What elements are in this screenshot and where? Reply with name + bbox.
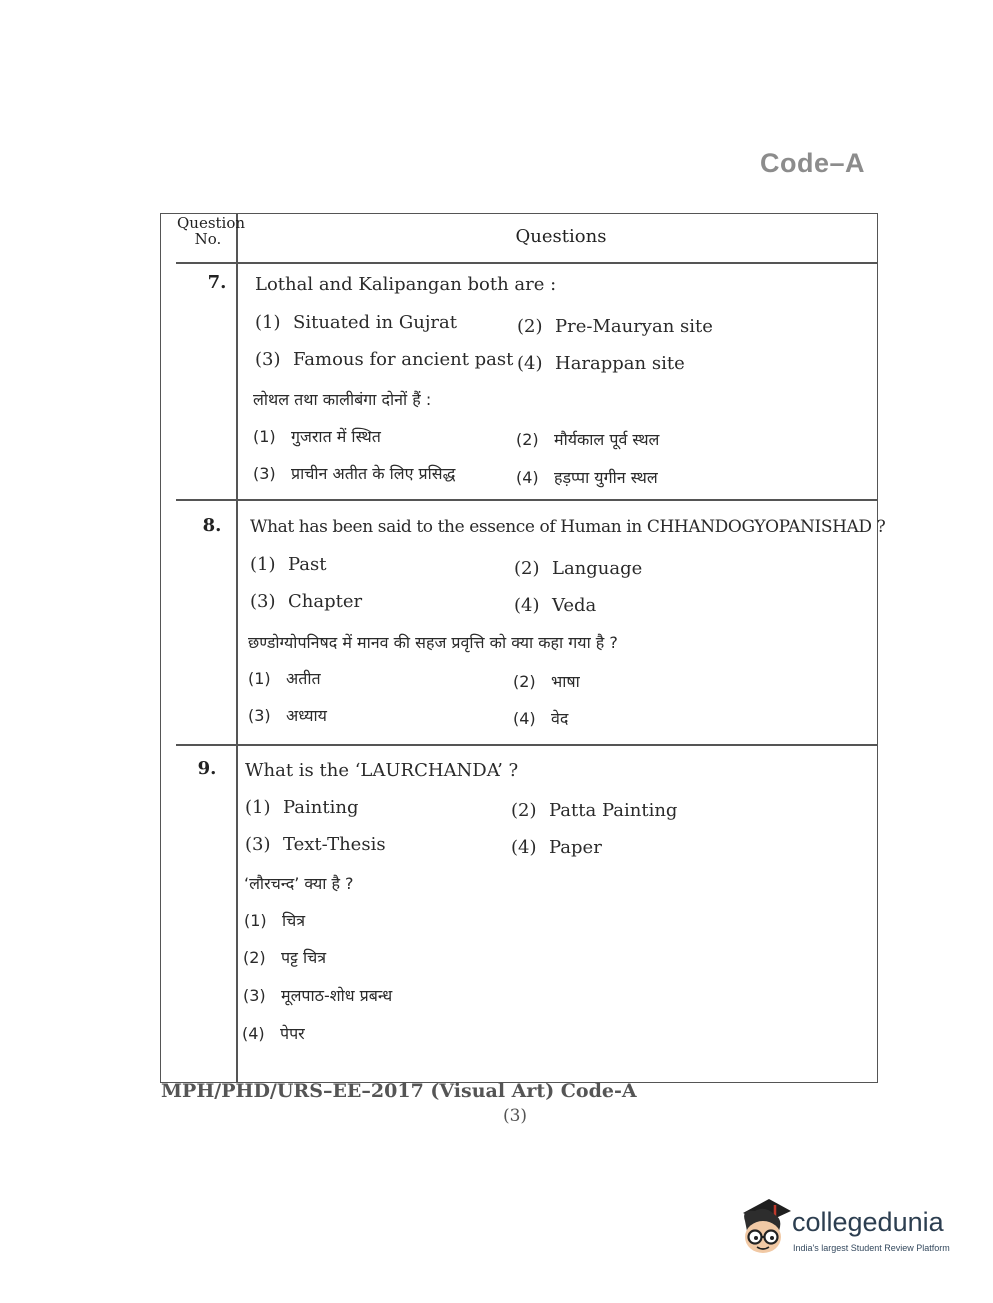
question-number: 7.: [207, 272, 227, 293]
column-header-line1: Question: [177, 214, 246, 232]
option-hi: [516, 428, 659, 450]
option-en: [245, 797, 359, 818]
column-header-questions: Questions: [515, 226, 607, 247]
option-text: Veda: [552, 595, 597, 616]
option-en: [511, 837, 602, 858]
option-text: चित्र: [282, 911, 306, 930]
option-number: (1): [255, 312, 281, 333]
option-number: (3): [253, 464, 276, 483]
option-number: (3): [255, 349, 281, 370]
option-text: गुजरात में स्थित: [291, 427, 381, 446]
option-text: Patta Painting: [549, 800, 678, 821]
option-en: [250, 554, 327, 575]
option-number: (2): [516, 430, 539, 449]
option-text: पट्ट चित्र: [281, 948, 327, 967]
option-number: (1): [245, 797, 271, 818]
option-en: [514, 558, 642, 579]
option-hi: [248, 704, 327, 726]
option-hi: [243, 946, 326, 968]
option-text: Situated in Gujrat: [293, 312, 457, 333]
option-text: Famous for ancient past: [293, 349, 514, 370]
option-number: (1): [248, 669, 271, 688]
option-number: (1): [244, 911, 267, 930]
option-text: हड़प्पा युगीन स्थल: [554, 468, 658, 487]
option-hi: [244, 909, 305, 931]
option-hi: [253, 425, 381, 447]
question-table: [160, 213, 886, 1083]
option-text: Text-Thesis: [283, 834, 386, 855]
option-number: (4): [242, 1024, 265, 1043]
option-number: (4): [517, 353, 543, 374]
option-text: Past: [288, 554, 327, 575]
question-text-en: What has been said to the essence of Human in CHHANDOGYOPANISHAD ?: [250, 517, 886, 537]
option-text: वेद: [551, 709, 569, 728]
option-en: [245, 834, 386, 855]
option-number: (4): [516, 468, 539, 487]
option-en: [255, 312, 457, 333]
option-text: Paper: [549, 837, 602, 858]
option-hi: [243, 984, 392, 1006]
option-text: अतीत: [286, 669, 321, 688]
option-hi: [513, 707, 568, 729]
option-number: (4): [514, 595, 540, 616]
mascot-icon: [735, 1197, 793, 1259]
collegedunia-logo[interactable]: [735, 1195, 965, 1265]
option-number: (2): [517, 316, 543, 337]
option-text: मूलपाठ-शोध प्रबन्ध: [281, 986, 393, 1005]
logo-wordmark: collegedunia: [792, 1207, 944, 1237]
row-divider: [176, 499, 877, 501]
option-text: Pre-Mauryan site: [555, 316, 713, 337]
option-hi: [516, 466, 658, 488]
option-number: (2): [243, 948, 266, 967]
option-en: [514, 595, 596, 616]
option-number: (3): [248, 706, 271, 725]
option-number: (3): [250, 591, 276, 612]
option-text: Harappan site: [555, 353, 685, 374]
option-number: (3): [245, 834, 271, 855]
question-number: 8.: [202, 515, 222, 536]
row-divider: [176, 744, 877, 746]
column-header-line2: No.: [194, 230, 222, 248]
question-text-hi: लोथल तथा कालीबंगा दोनों हैं :: [253, 390, 432, 409]
option-number: (3): [243, 986, 266, 1005]
exam-footer: MPH/PHD/URS–EE–2017 (Visual Art) Code-A: [161, 1080, 637, 1102]
option-en: [517, 353, 685, 374]
option-hi: [253, 462, 455, 484]
column-header-question-no: [177, 214, 246, 248]
option-en: [255, 349, 513, 370]
question-text-en: What is the ‘LAURCHANDA’ ?: [245, 760, 519, 781]
option-text: पेपर: [280, 1024, 305, 1043]
code-header: Code–A: [760, 148, 866, 178]
option-number: (2): [511, 800, 537, 821]
question-text-hi: ‘लौरचन्द’ क्या है ?: [244, 874, 354, 893]
option-number: (1): [253, 427, 276, 446]
option-en: [250, 591, 362, 612]
question-number: 9.: [197, 758, 217, 779]
option-number: (2): [514, 558, 540, 579]
question-text-hi: छण्डोग्योपनिषद में मानव की सहज प्रवृत्ति को क्या कहा गया है ?: [248, 633, 618, 652]
option-text: अध्याय: [286, 706, 327, 725]
option-text: Language: [552, 558, 643, 579]
option-text: प्राचीन अतीत के लिए प्रसिद्ध: [291, 464, 456, 483]
option-hi: [242, 1022, 305, 1044]
question-text-en: Lothal and Kalipangan both are :: [255, 274, 557, 295]
option-number: (2): [513, 672, 536, 691]
option-hi: [248, 667, 321, 689]
column-divider: [236, 214, 238, 1082]
option-number: (4): [511, 837, 537, 858]
header-divider: [176, 262, 877, 264]
option-number: (1): [250, 554, 276, 575]
option-text: Painting: [283, 797, 359, 818]
option-text: मौर्यकाल पूर्व स्थल: [554, 430, 660, 449]
option-en: [517, 316, 713, 337]
option-number: (4): [513, 709, 536, 728]
option-hi: [513, 670, 580, 692]
option-text: भाषा: [551, 672, 580, 691]
page-number: (3): [502, 1106, 528, 1126]
option-en: [511, 800, 677, 821]
logo-tagline: India's largest Student Review Platform: [793, 1243, 950, 1253]
option-text: Chapter: [288, 591, 363, 612]
